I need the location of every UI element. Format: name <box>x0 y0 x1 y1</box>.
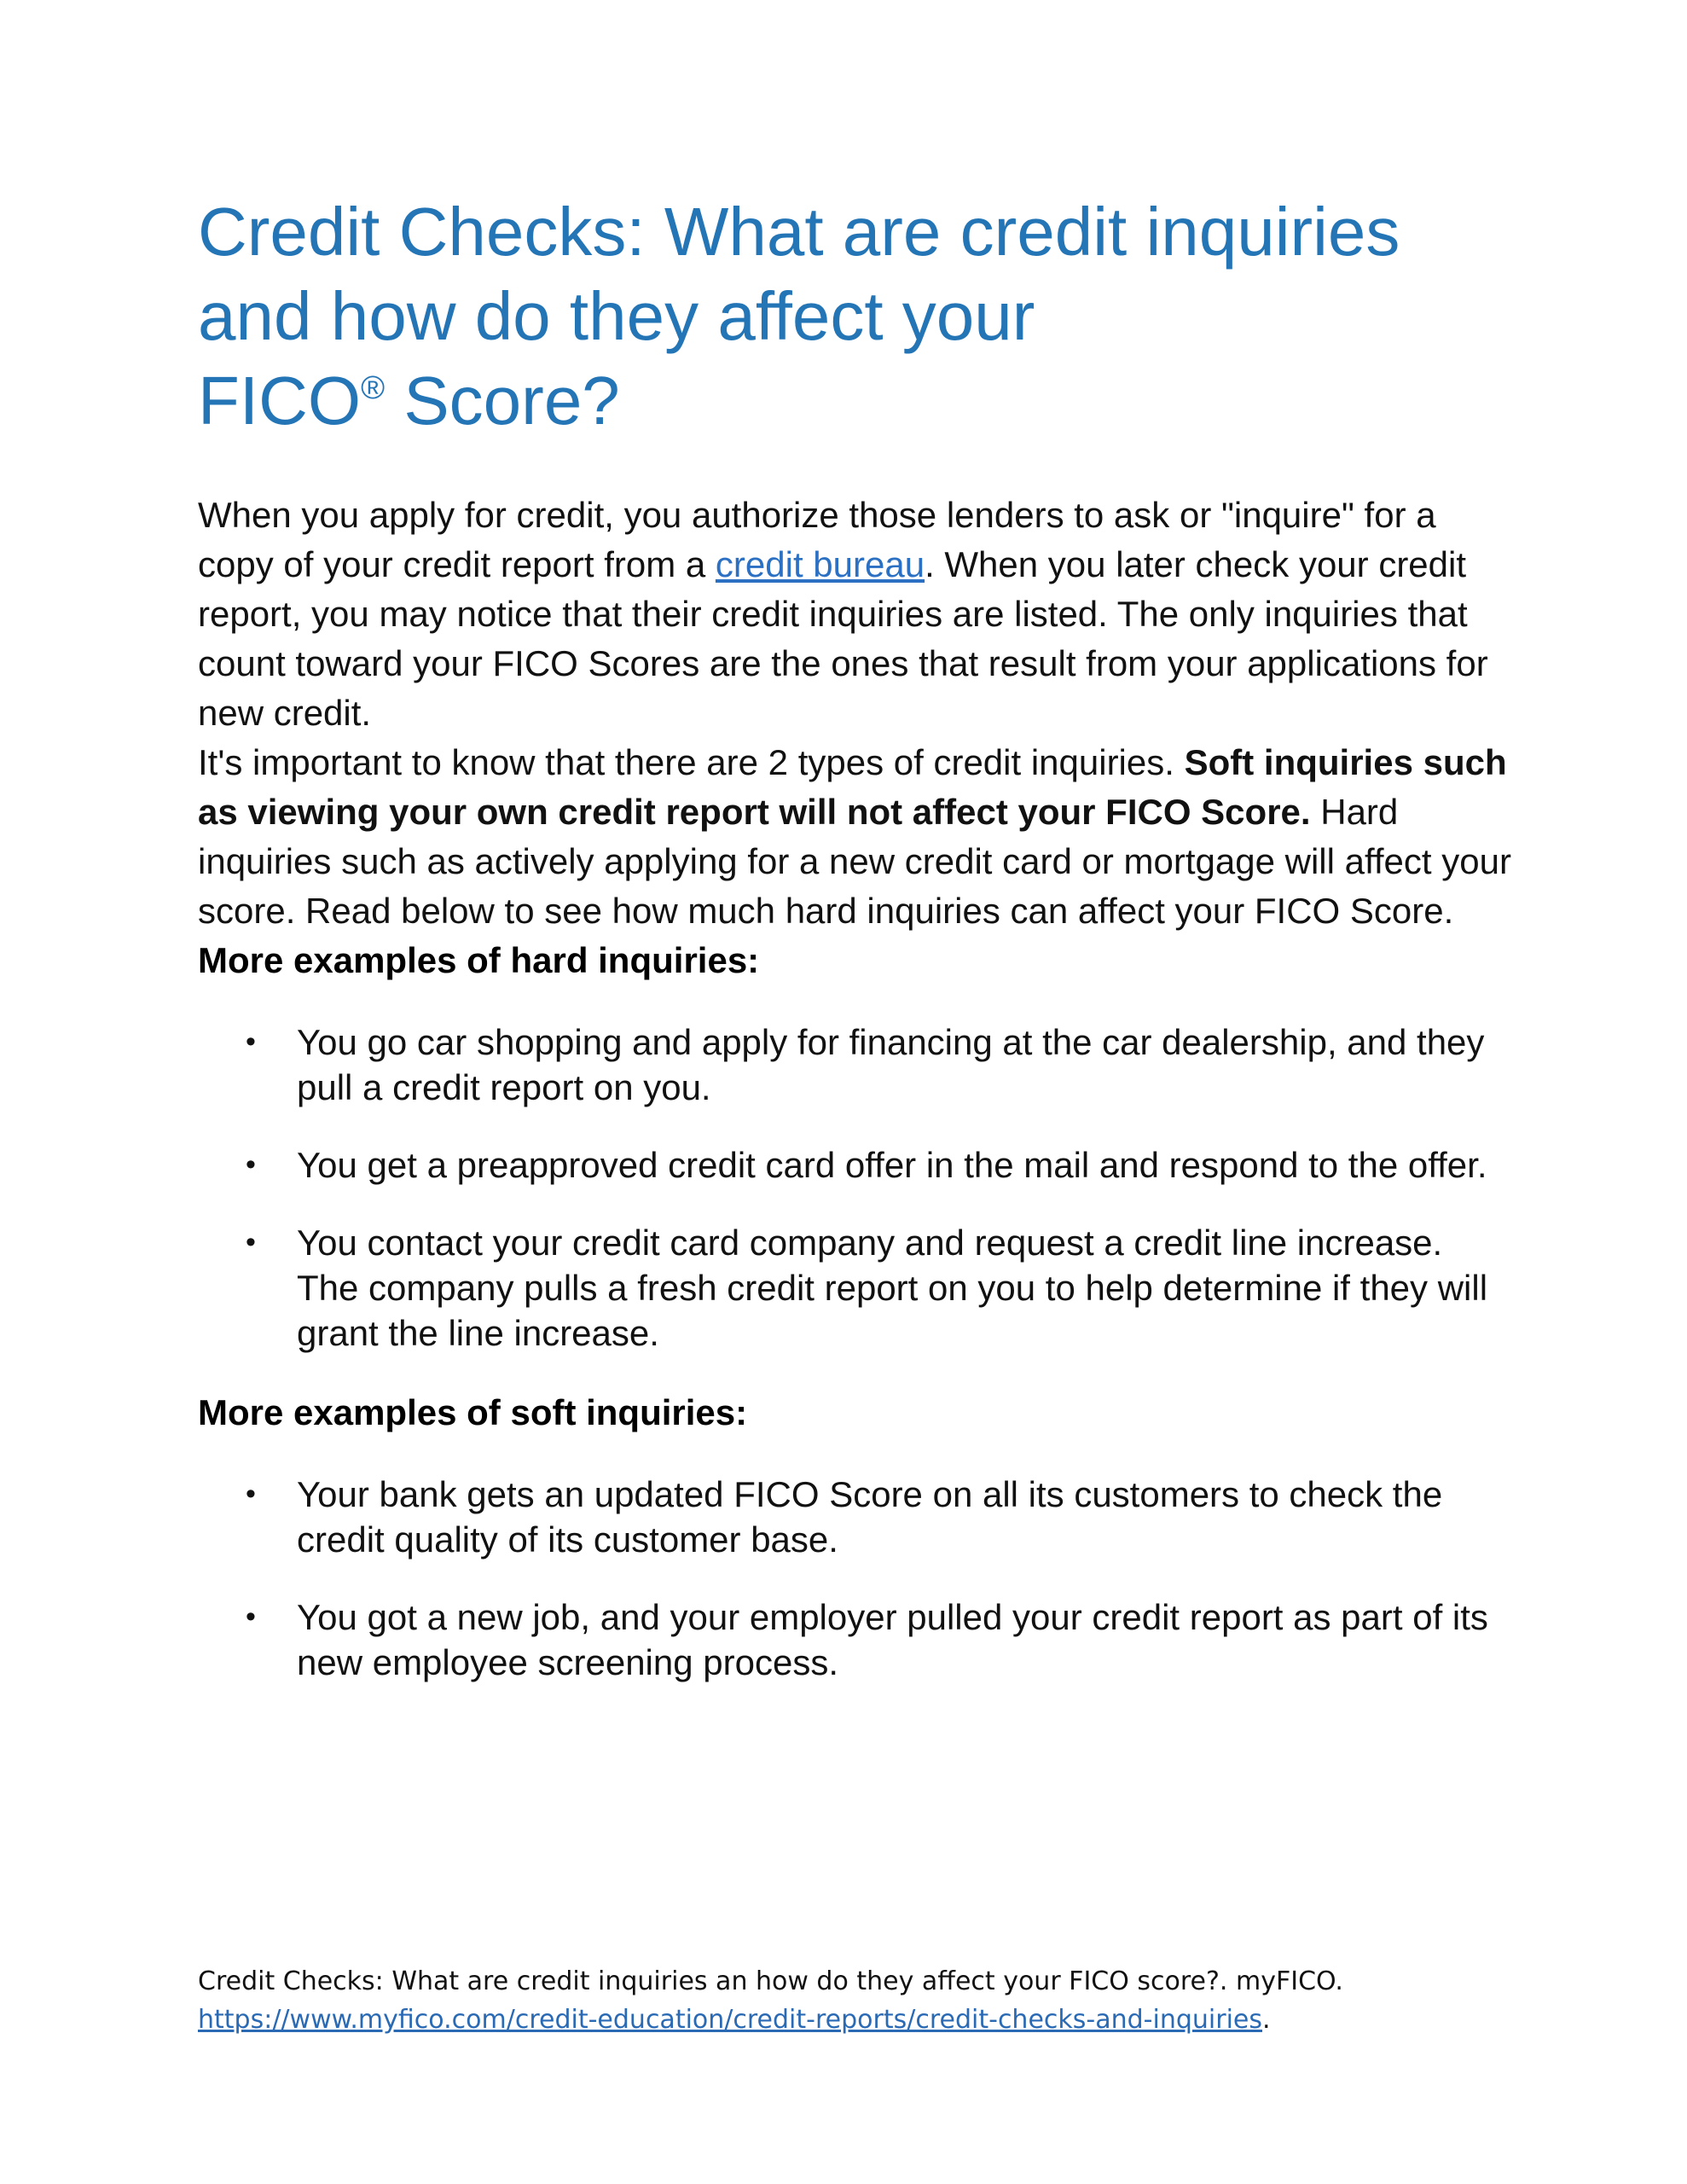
list-item <box>198 1472 1511 1562</box>
bullet-icon: • <box>246 1226 256 1258</box>
source-url-link[interactable]: https://www.myfico.com/credit-education/credit-reports/credit-checks-and-inquiries <box>198 2005 1262 2035</box>
list-item <box>198 1220 1511 1356</box>
registered-mark: ® <box>361 370 386 406</box>
bullet-icon: • <box>246 1025 256 1058</box>
list-item-text: You contact your credit card company and request a credit line increase. The company pulls a fresh credit report on you to help determine if they will grant the line increase. <box>297 1223 1488 1353</box>
title-line-1: Credit Checks: What are credit inquiries <box>198 194 1400 270</box>
hard-inquiries-list <box>198 1019 1511 1356</box>
list-item-text: You get a preapproved credit card offer in the mail and respond to the offer. <box>297 1145 1487 1185</box>
intro-p2-text-end: Hard inquiries such as actively applying for a new credit card or mortgage will affect your score. Read below to see how much hard inquiries can affect your FICO Score. <box>198 792 1511 931</box>
intro-paragraph-2 <box>198 738 1511 936</box>
list-item-text: You got a new job, and your employer pulled your credit report as part of its new employee screening process. <box>297 1597 1488 1682</box>
hard-inquiries-heading: More examples of hard inquiries: <box>198 940 760 980</box>
title-line-2: and how do they affect your <box>198 278 1035 354</box>
bullet-icon: • <box>246 1600 256 1633</box>
title-line-3-score: Score? <box>385 363 620 439</box>
credit-bureau-link[interactable]: credit bureau <box>715 544 925 584</box>
intro-p1-text-start: When you apply for credit, you authorize those lenders to ask or "inquire" for a copy of your credit report from a <box>198 495 1436 584</box>
list-item <box>198 1019 1511 1110</box>
soft-inquiries-heading: More examples of soft inquiries: <box>198 1392 748 1432</box>
bullet-icon: • <box>246 1148 256 1181</box>
soft-inquiries-list <box>198 1472 1511 1685</box>
list-item <box>198 1142 1511 1188</box>
footer-citation <box>198 1962 1511 2039</box>
list-item <box>198 1594 1511 1685</box>
intro-section <box>198 491 1511 1685</box>
citation-text: Credit Checks: What are credit inquiries an how do they affect your FICO score?. myFICO. <box>198 1966 1343 1996</box>
soft-inquiry-emphasis: Soft inquiries such as viewing your own credit report will not affect your FICO Score. <box>198 742 1507 832</box>
intro-p1-text-end: . When you later check your credit report, you may notice that their credit inquiries are listed. The only inquiries that count toward your FICO Scores are the ones that result from your applications for new credit. <box>198 544 1488 733</box>
intro-paragraph-1 <box>198 491 1511 738</box>
list-item-text: Your bank gets an updated FICO Score on all its customers to check the credit quality of its customer base. <box>297 1474 1443 1560</box>
title-line-3-fico: FICO <box>198 363 362 439</box>
page-title <box>198 189 1511 443</box>
list-item-text: You go car shopping and apply for financing at the car dealership, and they pull a credit report on you. <box>297 1022 1485 1107</box>
bullet-icon: • <box>246 1478 256 1510</box>
document-page <box>198 189 1511 1717</box>
intro-p2-text-start: It's important to know that there are 2 types of credit inquiries. <box>198 742 1185 782</box>
url-suffix: . <box>1262 2005 1271 2035</box>
citation-url-line <box>198 2001 1511 2039</box>
